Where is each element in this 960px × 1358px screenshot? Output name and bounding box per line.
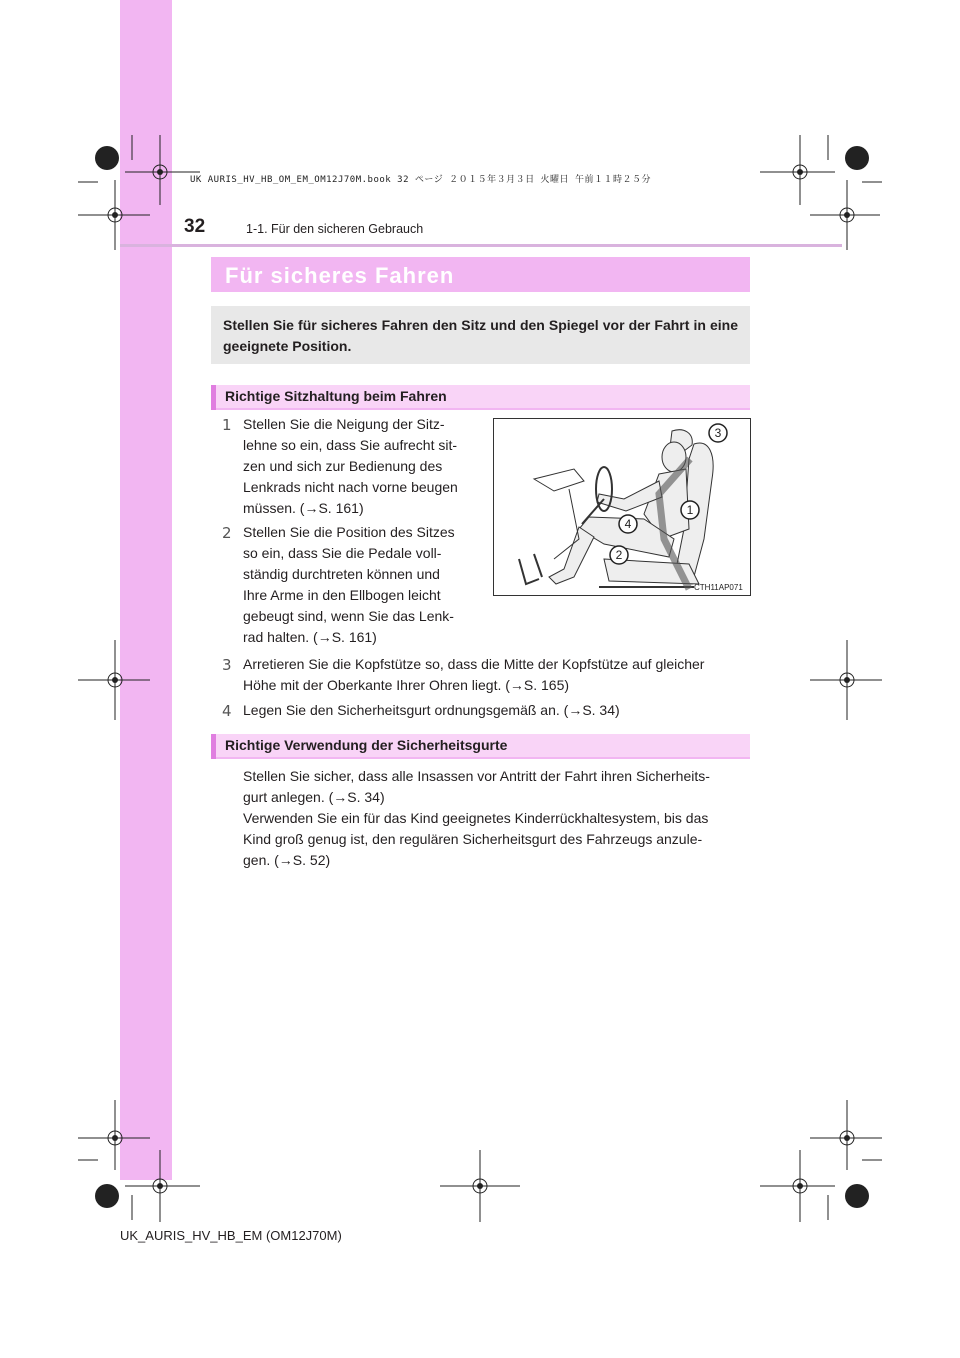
posture-item-3 [243, 654, 751, 696]
text-line: Kind groß genug ist, den regulären Sicherheitsgurt des Fahrzeugs anzule- [243, 831, 703, 847]
registration-mark-mid-right [810, 640, 882, 720]
text-line: Legen Sie den Sicherheitsgurt ordnungsgemäß an. (→S. 34) [243, 702, 620, 718]
registration-mark-mid-left [78, 640, 150, 720]
posture-item-4 [243, 700, 751, 721]
text-line: so ein, dass Sie die Pedale voll- [243, 545, 442, 561]
text-line: Stellen Sie sicher, dass alle Insassen vor Antritt der Fahrt ihren Sicherheits- [243, 768, 710, 784]
item-number-4: 4 [222, 702, 232, 720]
intro-box [211, 306, 750, 364]
callout-label-2: 2 [615, 548, 623, 562]
subheading-accent [211, 734, 216, 759]
seating-posture-illustration [494, 419, 750, 595]
posture-item-2 [243, 522, 479, 648]
registration-mark-top-right [760, 135, 882, 250]
footer-doc-code: UK_AURIS_HV_HB_EM (OM12J70M) [120, 1228, 342, 1243]
seating-posture-figure [493, 418, 751, 596]
breadcrumb: 1-1. Für den sicheren Gebrauch [246, 222, 424, 236]
subheading-seatbelts [211, 734, 750, 759]
seatbelt-paragraph [243, 766, 751, 871]
callout-label-3: 3 [714, 426, 722, 440]
page-number: 32 [184, 216, 206, 237]
text-line: Arretieren Sie die Kopfstütze so, dass die Mitte der Kopfstütze auf gleicher [243, 656, 705, 672]
subheading-accent [211, 385, 216, 410]
text-line: ständig durchtreten können und [243, 566, 440, 582]
item-number-1: 1 [222, 416, 232, 434]
registration-mark-bottom-left [78, 1100, 200, 1222]
registration-mark-bottom-center [440, 1150, 520, 1222]
figure-code: CTH11AP071 [694, 583, 743, 592]
text-line: zen und sich zur Bedienung des [243, 458, 443, 474]
subheading-posture-text: Richtige Sitzhaltung beim Fahren [225, 388, 447, 404]
text-line: Stellen Sie die Neigung der Sitz- [243, 416, 445, 432]
print-info-line: UK AURIS_HV_HB_OM_EM_OM12J70M.book 32 ページ ２０１５年３月３日 火曜日 午前１１時２５分 [190, 175, 651, 185]
subheading-posture [211, 385, 750, 410]
callout-label-4: 4 [624, 517, 632, 531]
text-line: gebeugt sind, wenn Sie das Lenk- [243, 608, 454, 624]
subheading-seatbelts-text: Richtige Verwendung der Sicherheitsgurte [225, 737, 508, 753]
text-line: Verwenden Sie ein für das Kind geeignetes Kinderrückhaltesystem, bis das [243, 810, 709, 826]
text-line: müssen. (→S. 161) [243, 500, 364, 516]
text-line: gurt anlegen. (→S. 34) [243, 789, 385, 805]
section-title-bar [211, 257, 750, 292]
item-number-3: 3 [222, 656, 232, 674]
header-divider [120, 244, 842, 247]
text-line: Höhe mit der Oberkante Ihrer Ohren liegt. (→S. 165) [243, 677, 570, 693]
item-number-2: 2 [222, 524, 232, 542]
posture-item-1 [243, 414, 479, 519]
text-line: gen. (→S. 52) [243, 852, 331, 868]
intro-text: Stellen Sie für sicheres Fahren den Sitz und den Spiegel vor der Fahrt in eine geeignete Position. [223, 317, 738, 354]
section-title: Für sicheres Fahren [225, 263, 455, 288]
text-line: rad halten. (→S. 161) [243, 629, 377, 645]
text-line: Ihre Arme in den Ellbogen leicht [243, 587, 441, 603]
registration-mark-top-left [78, 135, 200, 250]
callout-label-1: 1 [686, 503, 694, 517]
registration-mark-bottom-right [760, 1100, 882, 1222]
text-line: Stellen Sie die Position des Sitzes [243, 524, 455, 540]
text-line: Lenkrads nicht nach vorne beugen [243, 479, 458, 495]
text-line: lehne so ein, dass Sie aufrecht sit- [243, 437, 458, 453]
